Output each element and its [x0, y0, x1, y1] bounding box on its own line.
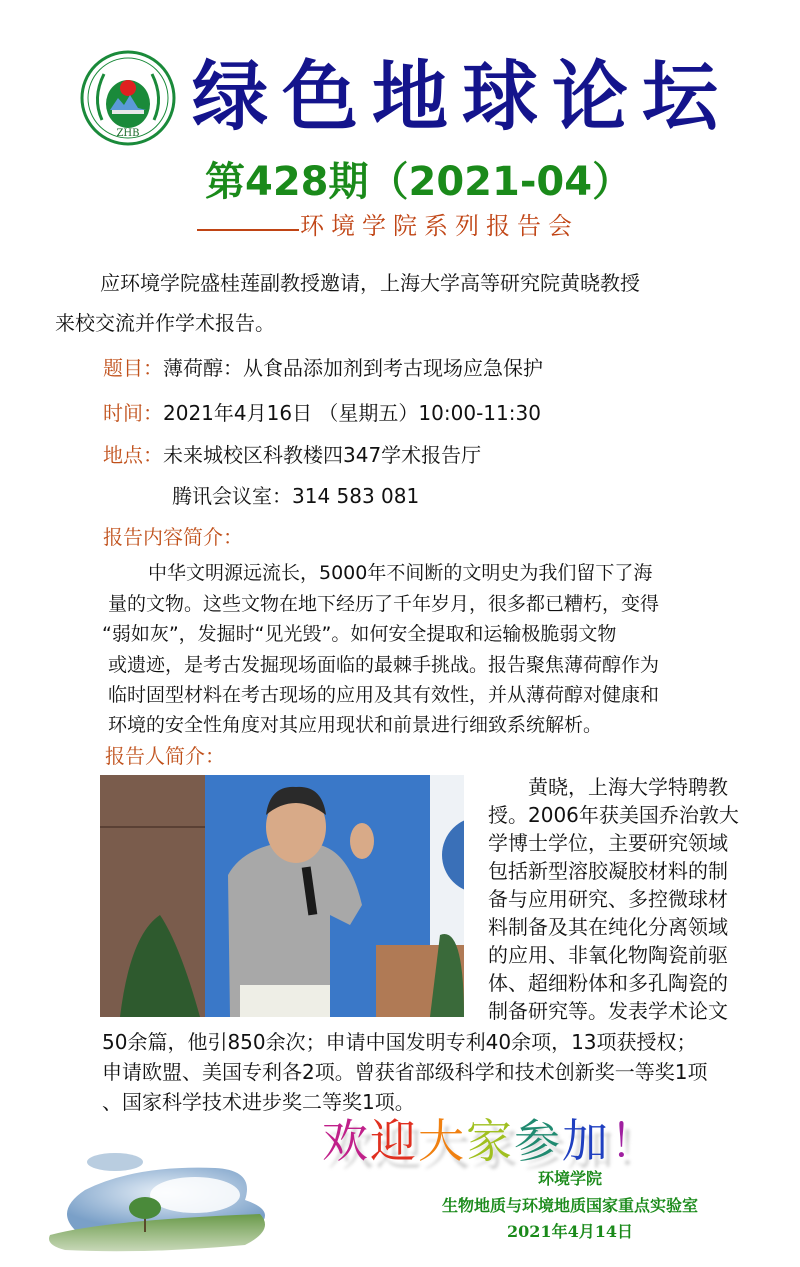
bio-line: 料制备及其在纯化分离领域	[488, 915, 728, 939]
series-title: 环境学院系列报告会	[300, 212, 579, 240]
speaker-photo	[100, 775, 464, 1017]
bio-full-line: 50余篇，他引850余次；申请中国发明专利40余项，13项获授权；	[102, 1030, 697, 1054]
time-value: 2021年4月16日 （星期五）10:00-11:30	[163, 401, 541, 425]
bio-line: 黄晓，上海大学特聘教	[528, 775, 728, 799]
organizer-lab: 生物地质与环境地质国家重点实验室	[441, 1196, 698, 1215]
issue-number: 第428期（2021-04）	[205, 159, 633, 205]
abstract-line: 环境的安全性角度对其应用现状和前景进行细致系统解析。	[108, 714, 603, 736]
bio-full-line: 、国家科学技术进步奖二等奖1项。	[102, 1090, 415, 1114]
page-title: 绿色地球论坛	[192, 52, 732, 141]
welcome-banner	[322, 1112, 658, 1170]
logo-text: ZHB	[116, 128, 140, 139]
bio-full-line: 申请欧盟、美国专利各2项。曾获省部级科学和技术创新奖一等奖1项	[102, 1060, 708, 1084]
time-label: 时间：	[103, 401, 163, 425]
intro-line: 应环境学院盛桂莲副教授邀请，上海大学高等研究院黄晓教授	[100, 271, 640, 295]
notice-date: 2021年4月14日	[507, 1222, 633, 1241]
bio-line: 学博士学位，主要研究领域	[488, 831, 728, 855]
topic-value: 薄荷醇：从食品添加剂到考古现场应急保护	[163, 356, 543, 380]
abstract-line: “弱如灰”，发掘时“见光毁”。如何安全提取和运输极脆弱文物	[102, 623, 617, 645]
welcome-char: ！	[610, 1114, 658, 1168]
topic-row	[103, 353, 543, 383]
landscape-illustration	[45, 1150, 305, 1255]
speaker-heading: 报告人简介：	[105, 744, 225, 768]
bio-line: 体、超细粉体和多孔陶瓷的	[488, 971, 728, 995]
place-value: 未来城校区科教楼四347学术报告厅	[163, 443, 482, 467]
bio-line: 备与应用研究、多控微球材	[488, 887, 728, 911]
abstract-line: 临时固型材料在考古现场的应用及其有效性，并从薄荷醇对健康和	[108, 684, 660, 706]
topic-label: 题目：	[103, 356, 163, 380]
welcome-char: 欢	[322, 1114, 370, 1168]
abstract-line: 量的文物。这些文物在地下经历了千年岁月，很多都已糟朽，变得	[108, 593, 660, 615]
place-row	[103, 440, 481, 470]
welcome-char: 参	[514, 1114, 562, 1168]
welcome-char: 大	[418, 1114, 466, 1168]
bio-line: 制备研究等。发表学术论文	[488, 999, 728, 1023]
abstract-line: 或遗迹，是考古发掘现场面临的最棘手挑战。报告聚焦薄荷醇作为	[108, 654, 660, 676]
bio-line: 的应用、非氧化物陶瓷前驱	[488, 943, 728, 967]
tencent-meeting: 腾讯会议室：314 583 081	[172, 484, 420, 508]
intro-line: 来校交流并作学术报告。	[55, 311, 275, 335]
bio-line: 授。2006年获美国乔治敦大	[488, 803, 739, 827]
place-label: 地点：	[103, 443, 163, 467]
series-dash	[197, 229, 299, 231]
organizer-school: 环境学院	[537, 1169, 602, 1188]
welcome-char: 加	[562, 1114, 610, 1168]
time-row	[103, 398, 541, 428]
zhb-logo	[80, 50, 176, 146]
welcome-text	[322, 1114, 658, 1168]
welcome-char: 迎	[370, 1114, 418, 1168]
abstract-heading: 报告内容简介：	[103, 525, 243, 549]
abstract-line: 中华文明源远流长，5000年不间断的文明史为我们留下了海	[148, 562, 653, 584]
welcome-char: 家	[466, 1114, 514, 1168]
bio-line: 包括新型溶胶凝胶材料的制	[488, 859, 728, 883]
